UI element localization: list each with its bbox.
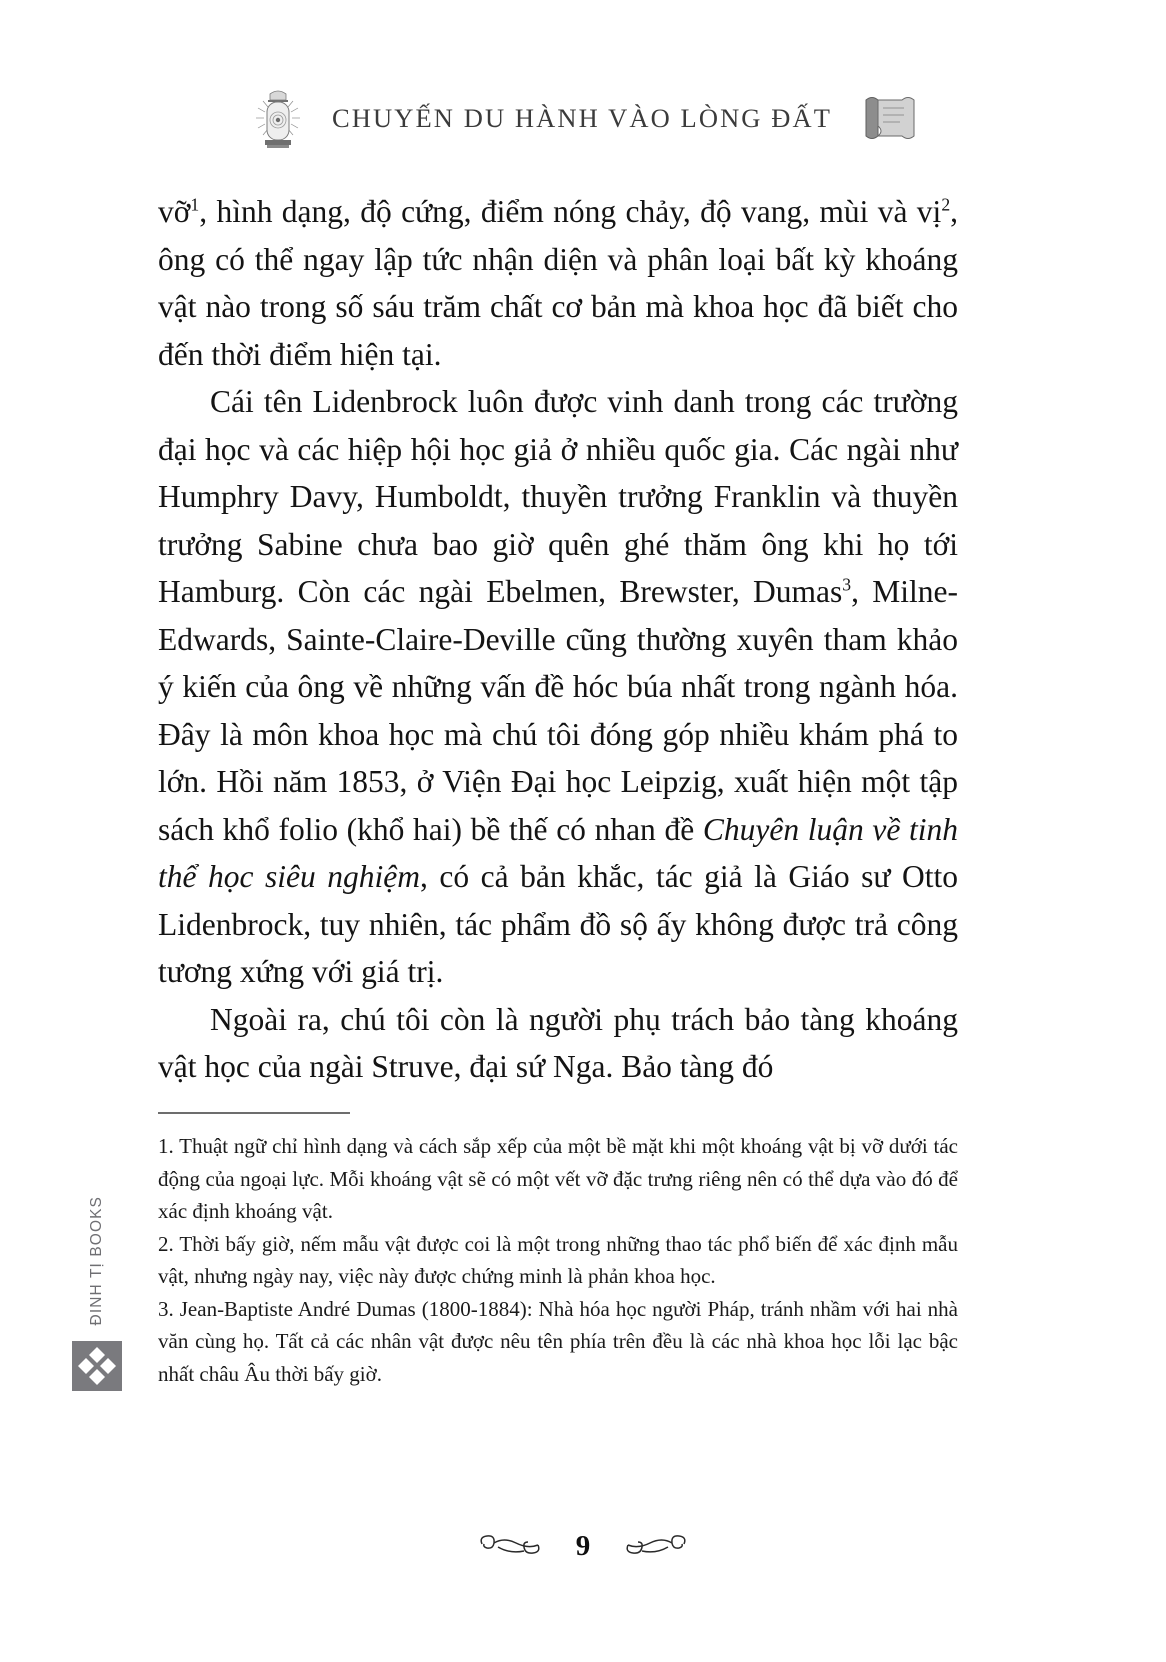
footnote-separator-rule xyxy=(158,1112,350,1114)
footnote-reference[interactable]: 3 xyxy=(842,574,852,595)
page-number: 9 xyxy=(575,1529,591,1562)
publisher-name: ĐINH TỊ BOOKS xyxy=(88,1196,105,1326)
footnote-item: 3. Jean-Baptiste André Dumas (1800-1884): Nhà hóa học người Pháp, tránh nhầm với hai nhà văn cùng họ. Tất cả các nhân vật được nêu tên phía trên đều là các nhà khoa học lỗi lạc bậc nhất châu Âu thời bấy giờ. xyxy=(158,1296,958,1386)
scroll-icon xyxy=(858,90,916,146)
page-title: CHUYẾN DU HÀNH VÀO LÒNG ĐẤT xyxy=(331,102,833,133)
lantern-icon xyxy=(250,86,306,150)
footnote-reference[interactable]: 2 xyxy=(941,194,951,215)
flourish-ornament-right xyxy=(624,1531,690,1561)
book-title-italic: Chuyên luận về tinh thể học siêu nghiệm xyxy=(158,811,958,894)
paragraph: vỡ$^1$, hình dạng, độ cứng, điểm nóng chảy, độ vang, mùi và vị$^2$, ông có thể ngay lập tức nhận diện và phân loại bất kỳ khoáng vật nào trong số sáu trăm chất cơ bản mà khoa học đã biết cho đến thời điểm hiện tại. xyxy=(158,194,958,372)
running-header xyxy=(0,86,1166,150)
footnote-item: 2. Thời bấy giờ, nếm mẫu vật được coi là một trong những thao tác phổ biến để xác định mẫu vật, nhưng ngày nay, việc này được chứng minh là phản khoa học. xyxy=(158,1231,958,1288)
footnote-item: 1. Thuật ngữ chỉ hình dạng và cách sắp xếp của một bề mặt khi một khoáng vật bị vỡ dưới tác động của ngoại lực. Mỗi khoáng vật sẽ có một vết vỡ đặc trưng riêng nên có thể dựa vào đó để xác định khoáng vật. xyxy=(158,1134,958,1223)
page-footer xyxy=(0,1520,1166,1572)
body-text-column xyxy=(158,188,958,1091)
diamond-quatrefoil-logo xyxy=(72,1341,122,1391)
paragraph: Ngoài ra, chú tôi còn là người phụ trách bảo tàng khoáng vật học của ngài Struve, đại sứ Nga. Bảo tàng đó xyxy=(158,1001,958,1084)
publisher-brand xyxy=(58,1196,136,1391)
paragraph: Cái tên Lidenbrock luôn được vinh danh trong các trường đại học và các hiệp hội học giả ở nhiều quốc gia. Các ngài như Humphry Davy, Humboldt, thuyền trưởng Franklin và thuyền trưởng Sabine chưa bao giờ quên ghé thăm ông khi họ tới Hamburg. Còn các ngài Ebelmen, Brewster, Dumas$^3$, Milne-Edwards, Sainte-Claire-Deville cũng thường xuyên tham khảo ý kiến của ông về những vấn đề hóc búa nhất trong ngành hóa. Đây là môn khoa học mà chú tôi đóng góp nhiều khám phá to lớn. Hồi năm 1853, ở Viện Đại học Leipzig, xuất hiện một tập sách khổ folio (khổ hai) bề thế có nhan đề Chuyên luận về tinh thể học siêu nghiệm, có cả bản khắc, tác giả là Giáo sư Otto Lidenbrock, tuy nhiên, tác phẩm đồ sộ ấy không được trả công tương xứng với giá trị. xyxy=(158,384,958,989)
footnotes-section xyxy=(158,1112,958,1390)
footnote-reference[interactable]: 1 xyxy=(190,194,200,215)
flourish-ornament-left xyxy=(476,1531,542,1561)
